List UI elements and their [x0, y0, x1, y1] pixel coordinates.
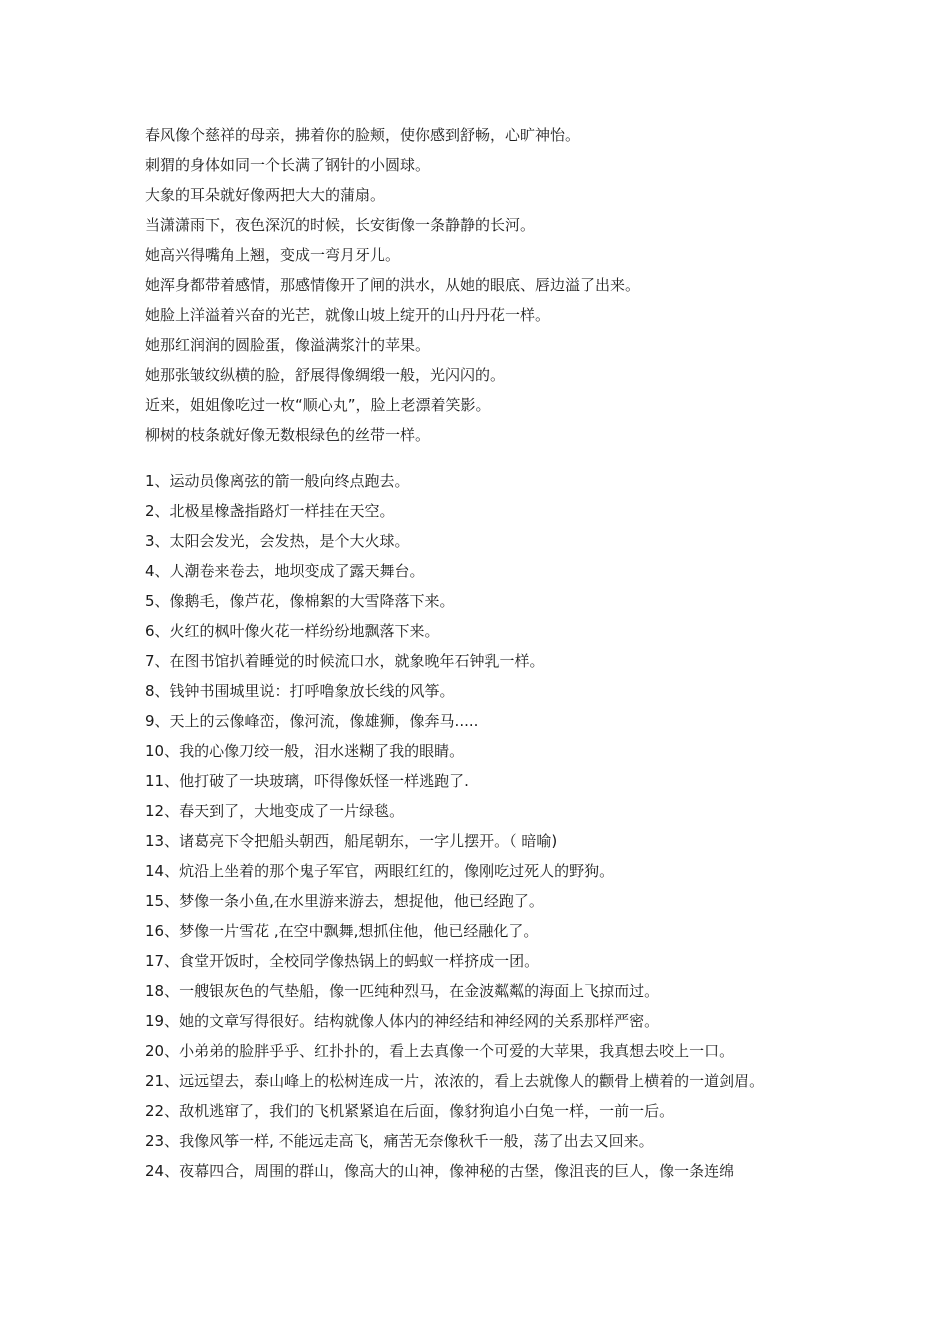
numbered-line: 11、他打破了一块玻璃，吓得像妖怪一样逃跑了.	[145, 772, 469, 790]
numbered-line: 10、我的心像刀绞一般，泪水迷糊了我的眼睛。	[145, 742, 465, 760]
intro-line: 她高兴得嘴角上翘，变成一弯月牙儿。	[145, 246, 401, 264]
intro-line: 当潇潇雨下，夜色深沉的时候，长安街像一条静静的长河。	[145, 216, 536, 234]
numbered-line: 22、敌机逃窜了，我们的飞机紧紧追在后面，像豺狗追小白兔一样，一前一后。	[145, 1102, 675, 1120]
numbered-line: 19、她的文章写得很好。结构就像人体内的神经结和神经网的关系那样严密。	[145, 1012, 660, 1030]
numbered-line: 6、火红的枫叶像火花一样纷纷地飘落下来。	[145, 622, 440, 640]
intro-line: 刺猬的身体如同一个长满了钢针的小圆球。	[145, 156, 431, 174]
numbered-line: 16、梦像一片雪花 ,在空中飘舞,想抓住他，他已经融化了。	[145, 922, 539, 940]
numbered-line: 13、诸葛亮下令把船头朝西，船尾朝东，一字儿摆开。（ 暗喻)	[145, 832, 558, 850]
intro-line: 她那红润润的圆脸蛋，像溢满浆汁的苹果。	[145, 336, 431, 354]
numbered-line: 9、天上的云像峰峦，像河流，像雄狮，像奔马.....	[145, 712, 479, 730]
numbered-line: 21、远远望去，泰山峰上的松树连成一片，浓浓的，看上去就像人的颧骨上横着的一道剑眉。	[145, 1072, 765, 1090]
intro-line: 春风像个慈祥的母亲，拂着你的脸颊，使你感到舒畅，心旷神怡。	[145, 126, 581, 144]
numbered-line: 3、太阳会发光，会发热，是个大火球。	[145, 532, 410, 550]
numbered-line: 4、人潮卷来卷去，地坝变成了露天舞台。	[145, 562, 425, 580]
numbered-line: 5、像鹅毛，像芦花，像棉絮的大雪降落下来。	[145, 592, 455, 610]
numbered-line: 20、小弟弟的脸胖乎乎、红扑扑的，看上去真像一个可爱的大苹果，我真想去咬上一口。	[145, 1042, 735, 1060]
numbered-line: 15、梦像一条小鱼,在水里游来游去，想捉他，他已经跑了。	[145, 892, 544, 910]
numbered-line: 8、钱钟书围城里说：打呼噜象放长线的风筝。	[145, 682, 455, 700]
intro-line: 她浑身都带着感情，那感情像开了闸的洪水，从她的眼底、唇边溢了出来。	[145, 276, 641, 294]
intro-line: 她那张皱纹纵横的脸，舒展得像绸缎一般，光闪闪的。	[145, 366, 506, 384]
numbered-line: 7、在图书馆扒着睡觉的时候流口水，就象晚年石钟乳一样。	[145, 652, 545, 670]
numbered-line: 14、炕沿上坐着的那个鬼子军官，两眼红红的，像刚吃过死人的野狗。	[145, 862, 615, 880]
numbered-line: 18、一艘银灰色的气垫船，像一匹纯种烈马，在金波粼粼的海面上飞掠而过。	[145, 982, 660, 1000]
intro-line: 她脸上洋溢着兴奋的光芒，就像山坡上绽开的山丹丹花一样。	[145, 306, 551, 324]
numbered-line: 12、春天到了，大地变成了一片绿毯。	[145, 802, 405, 820]
intro-line: 大象的耳朵就好像两把大大的蒲扇。	[145, 186, 386, 204]
numbered-line: 23、我像风筝一样, 不能远走高飞，痛苦无奈像秋千一般，荡了出去又回来。	[145, 1132, 654, 1150]
intro-line: 柳树的枝条就好像无数根绿色的丝带一样。	[145, 426, 431, 444]
section-gap	[145, 450, 810, 466]
numbered-line: 1、运动员像离弦的箭一般向终点跑去。	[145, 472, 410, 490]
numbered-line: 2、北极星橡盏指路灯一样挂在天空。	[145, 502, 395, 520]
numbered-line: 17、食堂开饭时，全校同学像热锅上的蚂蚁一样挤成一团。	[145, 952, 540, 970]
numbered-line: 24、夜幕四合，周围的群山，像高大的山神，像神秘的古堡，像沮丧的巨人，像一条连绵	[145, 1162, 735, 1180]
document-body	[145, 120, 810, 1186]
intro-line: 近来，姐姐像吃过一枚“顺心丸”，脸上老漂着笑影。	[145, 396, 491, 414]
